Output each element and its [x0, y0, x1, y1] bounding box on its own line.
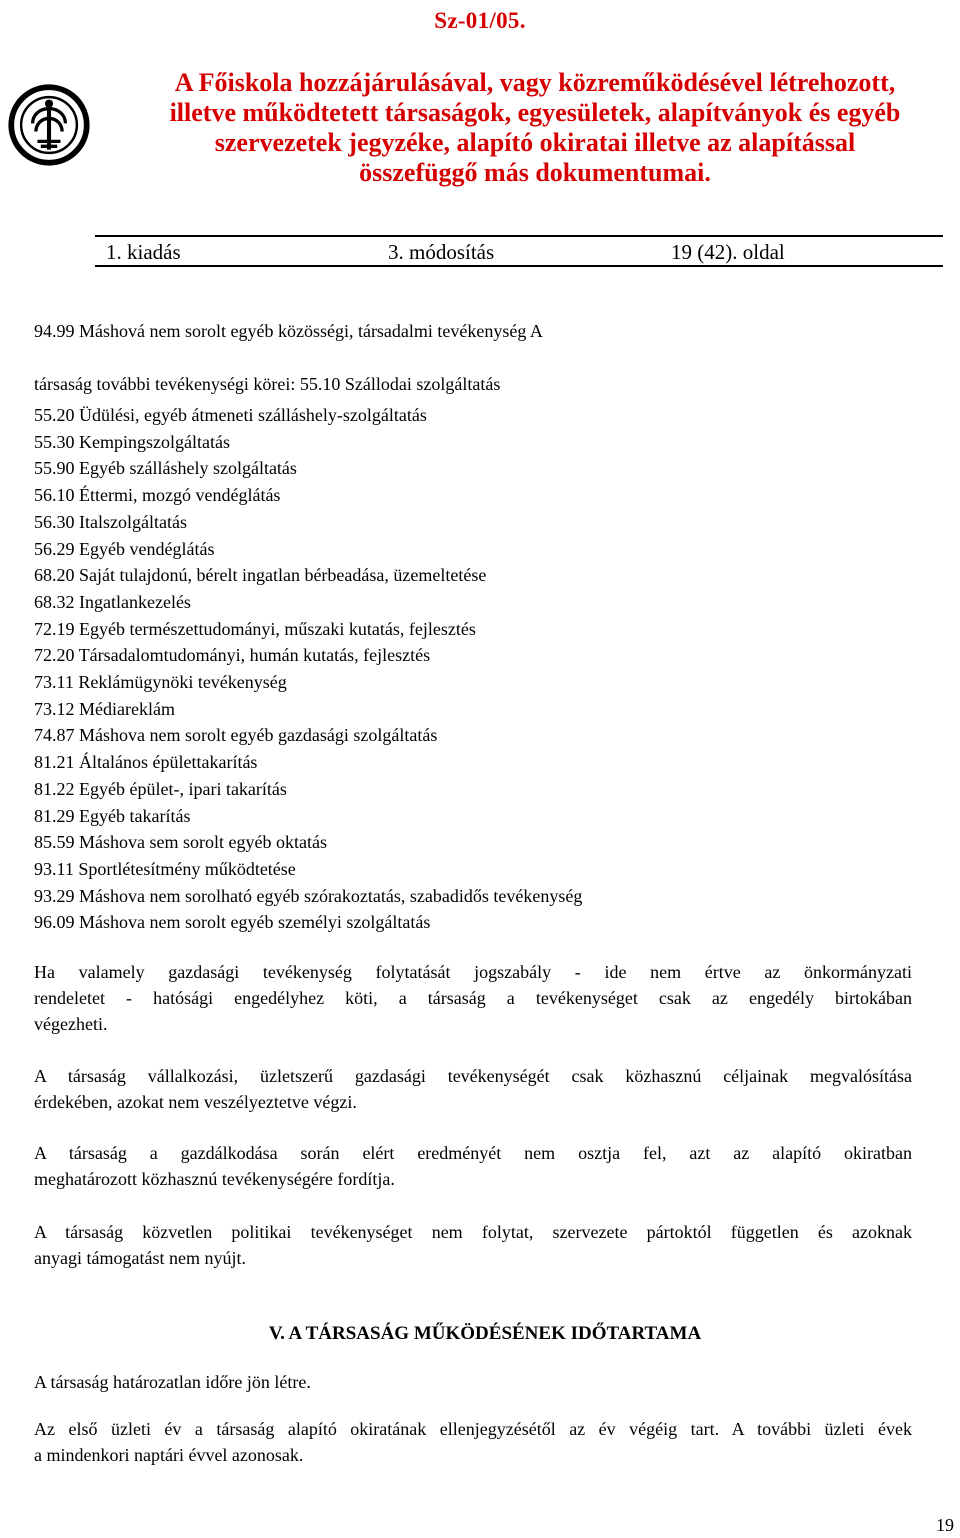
list-item: 81.22 Egyéb épület-, ipari takarítás: [34, 778, 287, 799]
title-line-4: összefüggő más dokumentumai.: [359, 158, 711, 187]
paragraph-permit: [34, 959, 912, 1037]
document-title: [150, 68, 920, 188]
paragraph-line: végezheti.: [34, 1014, 108, 1034]
section-heading: V. A TÁRSASÁG MŰKÖDÉSÉNEK IDŐTARTAMA: [268, 1323, 702, 1344]
document-id: Sz-01/05.: [434, 8, 526, 33]
issue-label: 1. kiadás: [106, 240, 181, 264]
modification-label: 3. módosítás: [388, 240, 495, 264]
list-item: 73.11 Reklámügynöki tevékenység: [34, 672, 287, 693]
list-item: 68.32 Ingatlankezelés: [34, 591, 191, 612]
list-item: 56.10 Éttermi, mozgó vendéglátás: [34, 485, 281, 506]
list-item: 96.09 Máshova nem sorolt egyéb személyi szolgáltatás: [34, 912, 431, 933]
list-item: 85.59 Máshova sem sorolt egyéb oktatás: [34, 832, 327, 853]
paragraph-politics: [34, 1219, 912, 1271]
paragraph-line: rendeletet - hatósági engedélyhez köti, a társaság a tevékenységet csak az engedély birtokában: [34, 988, 912, 1008]
intro-line: 94.99 Máshová nem sorolt egyéb közösségi, társadalmi tevékenység A: [34, 321, 543, 341]
list-item: 93.11 Sportlétesítmény működtetése: [34, 858, 296, 879]
list-item: 81.21 Általános épülettakarítás: [34, 752, 258, 773]
paragraph-line: A társaság a gazdálkodása során elért eredményét nem osztja fel, azt az alapító okiratban: [34, 1143, 912, 1163]
list-item: 55.20 Üdülési, egyéb átmeneti szálláshely-szolgáltatás: [34, 405, 427, 425]
activity-list: [34, 402, 582, 936]
header-rule-bottom: [95, 265, 943, 267]
list-item: 68.20 Saját tulajdonú, bérelt ingatlan bérbeadása, üzemeltetése: [34, 565, 487, 586]
title-line-3: szervezetek jegyzéke, alapító okiratai illetve az alapítással: [214, 128, 856, 157]
paragraph-line: a mindenkori naptári évvel azonosak.: [34, 1445, 304, 1465]
list-item: 73.12 Médiareklám: [34, 698, 175, 719]
list-item: 55.90 Egyéb szálláshely szolgáltatás: [34, 458, 297, 479]
list-item: 72.20 Társadalomtudományi, humán kutatás, fejlesztés: [34, 645, 431, 666]
list-item: 81.29 Egyéb takarítás: [34, 805, 191, 826]
paragraph-line: Ha valamely gazdasági tevékenység folytatását jogszabály - ide nem értve az önkormányzati: [34, 962, 912, 982]
page-label: 19 (42). oldal: [671, 240, 785, 264]
activities-intro: társaság további tevékenységi körei: 55.10 Szállodai szolgáltatás: [34, 374, 501, 394]
paragraph-business: [34, 1063, 912, 1115]
list-item: 55.30 Kempingszolgáltatás: [34, 431, 230, 452]
institution-seal-icon: [8, 84, 90, 166]
paragraph-line: meghatározott közhasznú tevékenységére fordítja.: [34, 1169, 395, 1189]
title-line-1: A Főiskola hozzájárulásával, vagy közreműködésével létrehozott,: [174, 68, 896, 97]
paragraph-profit: [34, 1140, 912, 1192]
header-rule-top: [95, 235, 943, 237]
list-item: 56.29 Egyéb vendéglátás: [34, 538, 215, 559]
paragraph-line: A társaság közvetlen politikai tevékenységet nem folytat, szervezete pártoktól független és azoknak: [34, 1222, 912, 1242]
list-item: 93.29 Máshova nem sorolható egyéb szórakoztatás, szabadidős tevékenység: [34, 885, 583, 906]
paragraph-year: [34, 1416, 912, 1468]
list-item: 72.19 Egyéb természettudományi, műszaki kutatás, fejlesztés: [34, 618, 476, 639]
paragraph-line: A társaság vállalkozási, üzletszerű gazdasági tevékenységét csak közhasznú céljainak megvalósítása: [34, 1066, 912, 1086]
title-line-2: illetve működtetett társaságok, egyesületek, alapítványok és egyéb: [169, 98, 901, 127]
page-number: 19: [936, 1515, 954, 1535]
list-item: 74.87 Máshova nem sorolt egyéb gazdasági szolgáltatás: [34, 725, 438, 746]
paragraph-line: anyagi támogatást nem nyújt.: [34, 1248, 246, 1268]
list-item: 56.30 Italszolgáltatás: [34, 511, 187, 532]
paragraph-duration: A társaság határozatlan időre jön létre.: [34, 1372, 311, 1392]
paragraph-line: érdekében, azokat nem veszélyeztetve végzi.: [34, 1092, 357, 1112]
paragraph-line: Az első üzleti év a társaság alapító okiratának ellenjegyzésétől az év végéig tart. A további üzleti évek: [34, 1419, 912, 1439]
